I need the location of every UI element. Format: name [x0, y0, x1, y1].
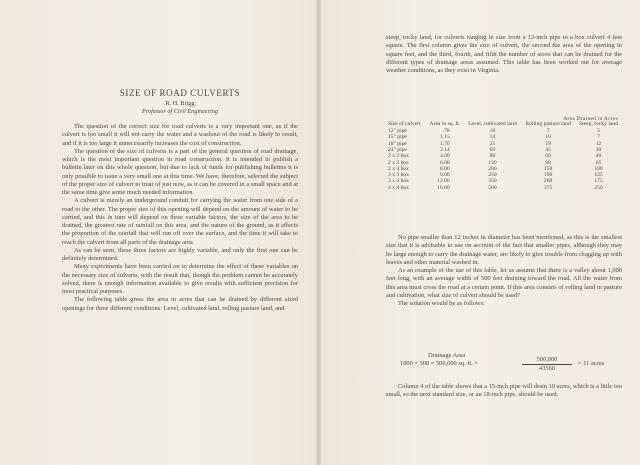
cell-size: 2 x 3 box [388, 159, 409, 166]
cell-rolling: 10 [545, 134, 551, 141]
right-column-intro [386, 34, 622, 75]
paragraph: A culvert is merely an underground conduit for carrying the water from one side of a road to the other. The proper size of this opening will depend on the amount of water to be carried, and this in turn will depend on three variable factors, the size of the area to be drained, the greatest rate of rainfall on this area, and the nature of the ground, as it affects the proportion of the rainfall that will run off over the surface, and the time it will take to reach the culvert from all parts of the drainage area. [62, 197, 298, 246]
table-caption: Area Drained in Acres [563, 116, 618, 122]
cell-area: 3.14 [439, 146, 450, 153]
paragraph: steep, rocky land, for culverts ranging in size from a 12-inch pipe to a box culvert 4 feet square. The first column gives the size of culvert, the second the area of the opening in square feet, and the third, fourth, and fifth the number of acres that can be drained for the different types of drainage areas assumed. This table has been worked out for average weather conditions, as they exist in Virginia. [386, 34, 622, 74]
equation-label: Drainage Area [428, 352, 466, 359]
drainage-equation [400, 352, 605, 372]
equation-denominator: 43560 [539, 365, 555, 372]
cell-level: 130 [488, 159, 497, 166]
cell-area: 1.15 [439, 134, 450, 141]
equation-line [400, 356, 605, 372]
page-gutter [316, 0, 321, 465]
cell-steep: 250 [594, 184, 603, 191]
cell-level: 80 [489, 153, 496, 160]
header-rolling: Rolling pasture land [525, 121, 571, 128]
paragraph: The question of the size of culverts is a part of the general question of road drainage, which is the most important question in road construction. It is intended to publish a bulletin later on this whole question, but due to lack of funds for publishing bulletins it is only possible to issue a very small one at this time. We have, therefore, selected the subject of the proper size of culvert to treat of just now, as it can be covered in a small space and at the same time give some much needed information. [62, 147, 298, 196]
paragraph: As can be seen, these three factors are highly variable, and only the first one can be definitely determined. [62, 246, 298, 262]
cell-size: 3 x 4 box [388, 178, 409, 185]
cell-steep: 175 [594, 178, 603, 185]
cell-rolling: 150 [543, 165, 553, 172]
paragraph: Column 4 of the table shows that a 15-inch pipe will drain 10 acres, which is a little too small, so the next standard size, or an 18-inch pipe, should be used. [386, 383, 622, 399]
cell-level: 500 [488, 184, 497, 191]
paragraph: No pipe smaller than 12 inches in diameter has been mentioned, as this is the smallest size that it is advisable to use on account of the fact that smaller pipes, although they may be large enough to carry the drainage water, are likely to give trouble from clogging up with leaves and other material washed in. [386, 234, 622, 266]
article-title: SIZE OF ROAD CULVERTS [119, 88, 241, 98]
cell-rolling: 18 [545, 140, 551, 147]
cell-size: 2 x 2 box [388, 153, 409, 160]
cell-rolling: 375 [543, 184, 553, 191]
cell-steep: 125 [594, 172, 603, 179]
cell-rolling: 260 [543, 178, 553, 185]
cell-steep: 5 [597, 128, 600, 135]
cell-level: 350 [488, 178, 497, 185]
culvert-table [386, 116, 622, 191]
cell-level: 200 [488, 165, 497, 172]
cell-steep: 12 [595, 140, 602, 147]
cell-size: 12" pipe [388, 128, 407, 135]
paragraph: The solution would be as follows: [398, 300, 485, 307]
cell-size: 15" pipe [388, 134, 407, 141]
header-area: Area in sq. ft. [429, 121, 461, 128]
cell-area: 1.76 [439, 140, 450, 147]
left-column [62, 123, 298, 313]
culvert-data-table [386, 122, 622, 191]
cell-steep: 7 [597, 134, 600, 141]
cell-area: .78 [442, 128, 450, 135]
cell-area: 8.00 [439, 165, 450, 172]
cell-rolling: 7 [546, 128, 550, 135]
equation-expression: 1000 × 500 = 500,000 sq. ft. = [400, 360, 478, 367]
cell-rolling: 60 [545, 153, 551, 160]
author-role: Professor of Civil Engineering [142, 107, 218, 115]
right-column-body [386, 234, 622, 308]
cell-rolling: 190 [543, 172, 553, 179]
cell-area: 6.00 [439, 159, 450, 166]
header-level: Level, cultivated land [468, 121, 517, 128]
paragraph: The following table gives the area in acres that can be drained by different sized openings for three different conditions: Level, cultivated land, rolling pasture land, and [62, 296, 298, 312]
conclusion-block [386, 383, 622, 400]
cell-area: 12.00 [437, 178, 450, 185]
equation-numerator: 500,000 [522, 356, 572, 365]
table-row [386, 185, 622, 191]
paragraph: The question of the correct size for road culverts is a very important one, as if the culvert is too small it will not carry the water and a washout of the road is likely to result, and if it is too large it unnecessarily increases the cost of construction. [62, 123, 298, 147]
paragraph: Many experiments have been carried on to determine the effect of these variables on the necessary size of culverts, with the result that, though the problem cannot be accurately solved, there is enough information available to give results with sufficient precision for most practical purposes. [62, 263, 298, 295]
header-size: Size of culvert [388, 121, 421, 128]
cell-steep: 100 [594, 165, 603, 172]
paragraph: As an example of the use of this table, let us assume that there is a valley about 1,000 feet long, with an average width of 500 feet draining toward the road. All the water from this area must cross the road at a certain point. If this area consists of rolling land in pasture and cultivation, what size of culvert should be used? [386, 267, 622, 299]
cell-size: 4 x 4 box [388, 184, 409, 191]
cell-area: 16.00 [437, 184, 450, 191]
cell-level: 25 [489, 140, 496, 147]
cell-rolling: 45 [545, 146, 551, 153]
header-steep: Steep, rocky land [579, 121, 619, 128]
cell-steep: 40 [595, 153, 602, 160]
author-block [62, 100, 298, 115]
cell-area: 4.00 [439, 153, 450, 160]
cell-area: 9.00 [439, 172, 450, 179]
cell-steep: 65 [595, 159, 602, 166]
cell-size: 2 x 4 box [388, 165, 409, 172]
cell-level: 60 [489, 146, 496, 153]
cell-size: 18" pipe [388, 140, 407, 147]
cell-level: 250 [488, 172, 497, 179]
cell-rolling: 90 [545, 159, 551, 166]
cell-size: 24" pipe [388, 146, 407, 153]
cell-size: 3 x 3 box [388, 172, 409, 179]
author-name: R. H. Brigg [165, 100, 195, 107]
cell-steep: 30 [595, 146, 602, 153]
equation-result: = 11 acres [578, 360, 605, 367]
cell-level: 10 [489, 128, 496, 135]
cell-level: 14 [489, 134, 496, 141]
equation-fraction [522, 356, 572, 373]
